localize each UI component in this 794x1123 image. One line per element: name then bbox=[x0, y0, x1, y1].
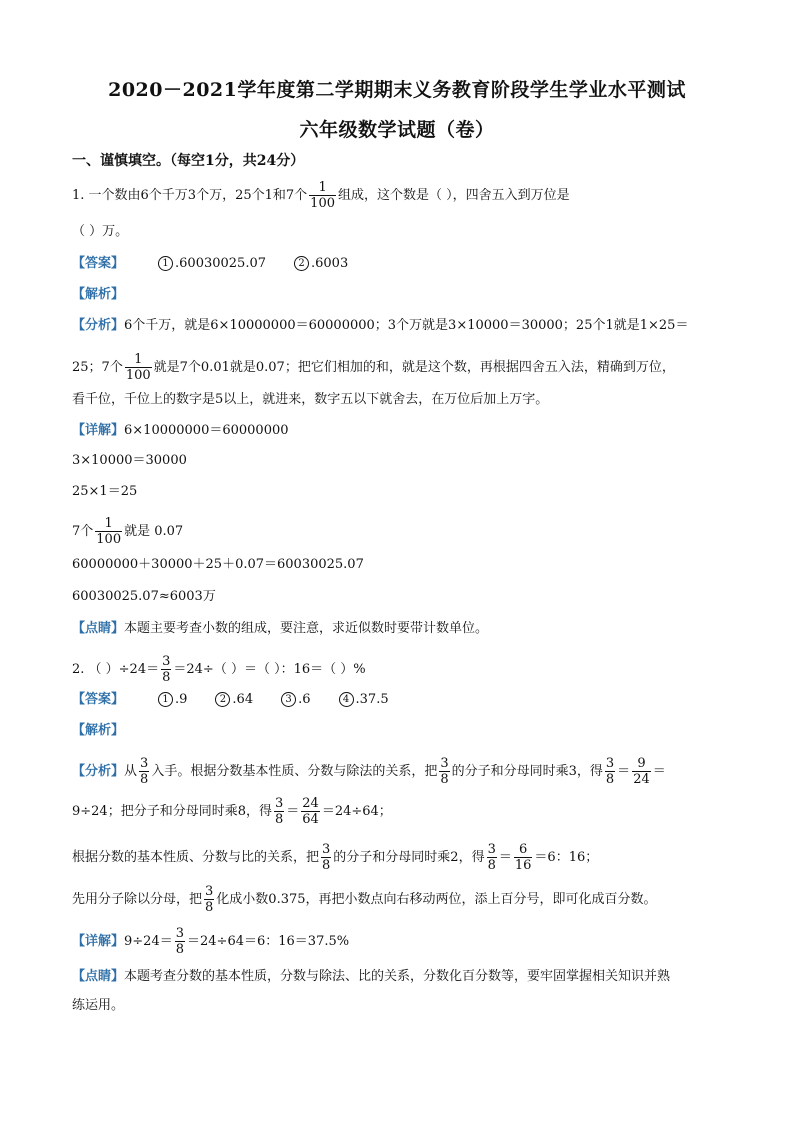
q2-dianjing-line-2: 练运用。 bbox=[72, 998, 125, 1013]
circle-number-icon: 2 bbox=[215, 692, 230, 707]
q1-detail-line-3: 25×1＝25 bbox=[72, 484, 138, 499]
q1-dianjing: 【点睛】本题主要考查小数的组成，要注意，求近似数时要带计数单位。 bbox=[72, 621, 489, 636]
fraction: $\frac{3}{8}$ bbox=[605, 756, 615, 787]
q2-fenxi-line-4: 先用分子除以分母，把 $\frac{3}{8}$ 化成小数0.375，再把小数点向右移动两位，添上百分号，即可化成百分数。 bbox=[72, 884, 657, 915]
q2-detail: 【详解】9÷24＝ $\frac{3}{8}$ ＝24÷64＝6：16＝37.5% bbox=[72, 926, 350, 957]
q1-detail-line-5: 60000000＋30000＋25＋0.07＝60030025.07 bbox=[72, 557, 364, 572]
circle-number-icon: 3 bbox=[281, 692, 296, 707]
circle-number-icon: 1 bbox=[158, 692, 173, 707]
question-1-line-1: 1. 一个数由6个千万3个万，25个1和7个 $\frac{1}{100}$ 组成，这个数是（ ），四舍五入到万位是 bbox=[72, 180, 570, 211]
q1-fenxi-line-2: 25；7个 $\frac{1}{100}$ 就是7个0.01就是0.07；把它们相加的和，就是这个数，再根据四舍五入法，精确到万位， bbox=[72, 352, 675, 383]
circle-number-icon: 4 bbox=[339, 692, 354, 707]
fraction: $\frac{1}{100}$ bbox=[310, 180, 335, 211]
question-1-line-2: （ ）万。 bbox=[72, 224, 129, 239]
fraction: $\frac{9}{24}$ bbox=[633, 756, 650, 787]
q1-detail-line-2: 3×10000＝30000 bbox=[72, 453, 187, 468]
fraction: $\frac{3}{8}$ bbox=[440, 756, 449, 787]
fraction: $\frac{3}{8}$ bbox=[205, 884, 214, 915]
q2-dianjing-line-1: 【点睛】本题考查分数的基本性质，分数与除法、比的关系，分数化百分数等，要牢固掌握相关知识并熟 bbox=[72, 969, 671, 984]
q1-detail-line-6: 60030025.07≈6003万 bbox=[72, 589, 216, 604]
answer-tag: 【答案】 bbox=[72, 692, 125, 707]
q2-fenxi-line-3: 根据分数的基本性质、分数与比的关系，把 $\frac{3}{8}$ 的分子和分母同时乘2，得 $\frac{3}{8}$ ＝ $\frac{6}{16}$ ＝6：16； bbox=[72, 842, 599, 873]
fraction: $\frac{24}{64}$ bbox=[302, 796, 319, 827]
answer-1: 【答案】 1 .60030025.07 2 .6003 bbox=[72, 256, 349, 271]
fraction: $\frac{3}{8}$ bbox=[175, 926, 185, 957]
fraction: $\frac{3}{8}$ bbox=[487, 842, 496, 873]
fraction: $\frac{3}{8}$ bbox=[322, 842, 331, 873]
fraction: $\frac{6}{16}$ bbox=[514, 842, 532, 873]
circle-number-icon: 1 bbox=[158, 256, 173, 271]
circle-number-icon: 2 bbox=[294, 256, 309, 271]
fraction: $\frac{3}{8}$ bbox=[140, 756, 149, 787]
answer-tag: 【答案】 bbox=[72, 256, 125, 271]
fraction: $\frac{3}{8}$ bbox=[162, 654, 171, 685]
exam-title: 2020－2021学年度第二学期期末义务教育阶段学生学业水平测试 bbox=[108, 79, 686, 101]
analysis-tag-2: 【解析】 bbox=[72, 723, 125, 738]
q2-fenxi-line-2: 9÷24；把分子和分母同时乘8，得 $\frac{3}{8}$ ＝ $\frac{24}{64}$ ＝24÷64； bbox=[72, 796, 392, 827]
section-heading: 一、谨慎填空。（每空1分，共24分） bbox=[72, 153, 305, 169]
q1-detail-line-1: 【详解】6×10000000＝60000000 bbox=[72, 423, 289, 438]
q1-detail-line-4: 7个 $\frac{1}{100}$ 就是 0.07 bbox=[72, 516, 184, 547]
fraction: $\frac{3}{8}$ bbox=[274, 796, 284, 827]
answer-2: 【答案】 1 .9 2 .64 3 .6 4 .37.5 bbox=[72, 692, 389, 707]
exam-subtitle: 六年级数学试题（卷） bbox=[299, 119, 495, 141]
analysis-tag-1: 【解析】 bbox=[72, 287, 125, 302]
q1-fenxi-line-1: 【分析】6个千万，就是6×10000000＝60000000；3个万就是3×10000＝30000；25个1就是1×25＝ bbox=[72, 318, 689, 333]
q2-fenxi-line-1: 【分析】从 $\frac{3}{8}$ 入手。根据分数基本性质、分数与除法的关系，把 $\frac{3}{8}$ 的分子和分母同时乘3，得 $\frac{3}{8}$ ＝ $\frac{9}{24}$ ＝ bbox=[72, 756, 666, 787]
fraction: $\frac{1}{100}$ bbox=[96, 516, 122, 547]
q1-fenxi-line-3: 看千位，千位上的数字是5以上，就进来，数字五以下就舍去，在万位后加上万字。 bbox=[72, 392, 549, 407]
fraction: $\frac{1}{100}$ bbox=[125, 352, 151, 383]
question-2: 2. （ ）÷24＝ $\frac{3}{8}$ ＝24÷（ ）＝（ ）：16＝（ ）% bbox=[72, 654, 366, 685]
